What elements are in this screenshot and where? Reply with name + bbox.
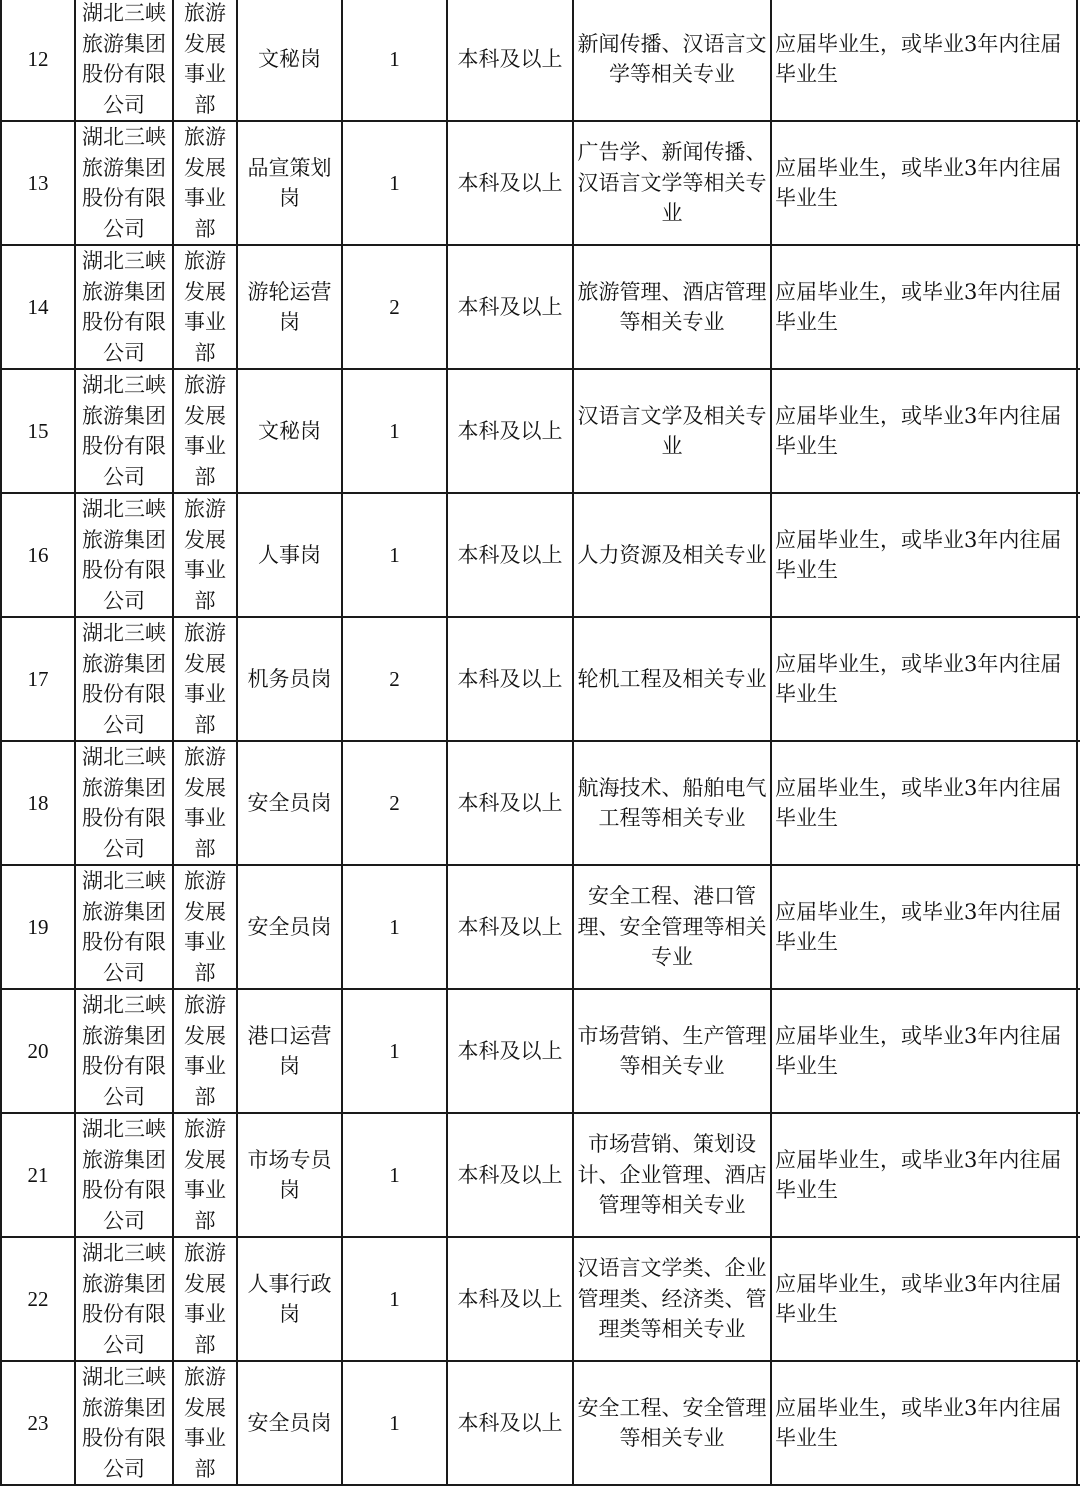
row-number: 19 [1,865,75,989]
headcount-cell: 1 [342,0,447,121]
position-cell: 安全员岗 [237,741,342,865]
headcount-cell: 1 [342,1237,447,1361]
major-cell: 新闻传播、汉语言文学等相关专业 [573,0,771,121]
requirement-cell: 应届毕业生，或毕业3年内往届毕业生 [771,369,1077,493]
position-cell: 品宣策划岗 [237,121,342,245]
requirement-cell: 应届毕业生，或毕业3年内往届毕业生 [771,989,1077,1113]
row-number: 18 [1,741,75,865]
department-cell: 旅游发展事业部 [173,1361,237,1485]
headcount-cell: 2 [342,245,447,369]
table-row [1,1237,1080,1361]
position-cell: 文秘岗 [237,0,342,121]
company-cell: 湖北三峡旅游集团股份有限公司 [75,245,173,369]
education-cell: 本科及以上 [447,865,573,989]
education-cell: 本科及以上 [447,121,573,245]
company-cell: 湖北三峡旅游集团股份有限公司 [75,1113,173,1237]
headcount-cell: 1 [342,865,447,989]
education-cell: 本科及以上 [447,741,573,865]
position-cell: 市场专员岗 [237,1113,342,1237]
headcount-cell: 1 [342,121,447,245]
education-cell: 本科及以上 [447,989,573,1113]
table-row [1,741,1080,865]
table-row [1,369,1080,493]
headcount-cell: 1 [342,989,447,1113]
department-cell: 旅游发展事业部 [173,0,237,121]
row-number: 12 [1,0,75,121]
row-number: 20 [1,989,75,1113]
position-cell: 安全员岗 [237,865,342,989]
position-cell: 游轮运营岗 [237,245,342,369]
department-cell: 旅游发展事业部 [173,493,237,617]
company-cell: 湖北三峡旅游集团股份有限公司 [75,989,173,1113]
department-cell: 旅游发展事业部 [173,1237,237,1361]
department-cell: 旅游发展事业部 [173,865,237,989]
headcount-cell: 1 [342,1113,447,1237]
department-cell: 旅游发展事业部 [173,989,237,1113]
requirement-cell: 应届毕业生，或毕业3年内往届毕业生 [771,245,1077,369]
department-cell: 旅游发展事业部 [173,369,237,493]
position-cell: 文秘岗 [237,369,342,493]
requirement-cell: 应届毕业生，或毕业3年内往届毕业生 [771,1361,1077,1485]
major-cell: 广告学、新闻传播、汉语言文学等相关专业 [573,121,771,245]
major-cell: 安全工程、港口管理、安全管理等相关专业 [573,865,771,989]
row-number: 15 [1,369,75,493]
company-cell: 湖北三峡旅游集团股份有限公司 [75,121,173,245]
department-cell: 旅游发展事业部 [173,121,237,245]
department-cell: 旅游发展事业部 [173,617,237,741]
requirement-cell: 应届毕业生，或毕业3年内往届毕业生 [771,0,1077,121]
requirement-cell: 应届毕业生，或毕业3年内往届毕业生 [771,1113,1077,1237]
education-cell: 本科及以上 [447,1113,573,1237]
requirement-cell: 应届毕业生，或毕业3年内往届毕业生 [771,1237,1077,1361]
row-number: 23 [1,1361,75,1485]
table-row [1,245,1080,369]
position-cell: 安全员岗 [237,1361,342,1485]
headcount-cell: 1 [342,493,447,617]
row-number: 22 [1,1237,75,1361]
education-cell: 本科及以上 [447,617,573,741]
education-cell: 本科及以上 [447,0,573,121]
requirement-cell: 应届毕业生，或毕业3年内往届毕业生 [771,493,1077,617]
row-number: 14 [1,245,75,369]
company-cell: 湖北三峡旅游集团股份有限公司 [75,493,173,617]
requirement-cell: 应届毕业生，或毕业3年内往届毕业生 [771,121,1077,245]
requirement-cell: 应届毕业生，或毕业3年内往届毕业生 [771,865,1077,989]
company-cell: 湖北三峡旅游集团股份有限公司 [75,1237,173,1361]
headcount-cell: 2 [342,741,447,865]
table-row [1,617,1080,741]
company-cell: 湖北三峡旅游集团股份有限公司 [75,0,173,121]
position-cell: 机务员岗 [237,617,342,741]
row-number: 21 [1,1113,75,1237]
major-cell: 市场营销、生产管理等相关专业 [573,989,771,1113]
education-cell: 本科及以上 [447,1237,573,1361]
row-number: 16 [1,493,75,617]
table-row [1,1113,1080,1237]
major-cell: 汉语言文学类、企业管理类、经济类、管理类等相关专业 [573,1237,771,1361]
table-row [1,989,1080,1113]
table-row [1,0,1080,121]
major-cell: 航海技术、船舶电气工程等相关专业 [573,741,771,865]
major-cell: 人力资源及相关专业 [573,493,771,617]
table-row [1,1361,1080,1485]
major-cell: 安全工程、安全管理等相关专业 [573,1361,771,1485]
major-cell: 轮机工程及相关专业 [573,617,771,741]
row-number: 13 [1,121,75,245]
department-cell: 旅游发展事业部 [173,741,237,865]
major-cell: 市场营销、策划设计、企业管理、酒店管理等相关专业 [573,1113,771,1237]
position-cell: 人事岗 [237,493,342,617]
company-cell: 湖北三峡旅游集团股份有限公司 [75,1361,173,1485]
major-cell: 汉语言文学及相关专业 [573,369,771,493]
education-cell: 本科及以上 [447,1361,573,1485]
company-cell: 湖北三峡旅游集团股份有限公司 [75,865,173,989]
table-row [1,865,1080,989]
table-body [1,0,1080,1485]
headcount-cell: 1 [342,1361,447,1485]
position-cell: 港口运营岗 [237,989,342,1113]
table-row [1,493,1080,617]
department-cell: 旅游发展事业部 [173,1113,237,1237]
education-cell: 本科及以上 [447,493,573,617]
company-cell: 湖北三峡旅游集团股份有限公司 [75,369,173,493]
row-number: 17 [1,617,75,741]
headcount-cell: 1 [342,369,447,493]
requirement-cell: 应届毕业生，或毕业3年内往届毕业生 [771,741,1077,865]
position-cell: 人事行政岗 [237,1237,342,1361]
department-cell: 旅游发展事业部 [173,245,237,369]
headcount-cell: 2 [342,617,447,741]
company-cell: 湖北三峡旅游集团股份有限公司 [75,741,173,865]
education-cell: 本科及以上 [447,245,573,369]
table-row [1,121,1080,245]
major-cell: 旅游管理、酒店管理等相关专业 [573,245,771,369]
education-cell: 本科及以上 [447,369,573,493]
requirement-cell: 应届毕业生，或毕业3年内往届毕业生 [771,617,1077,741]
company-cell: 湖北三峡旅游集团股份有限公司 [75,617,173,741]
